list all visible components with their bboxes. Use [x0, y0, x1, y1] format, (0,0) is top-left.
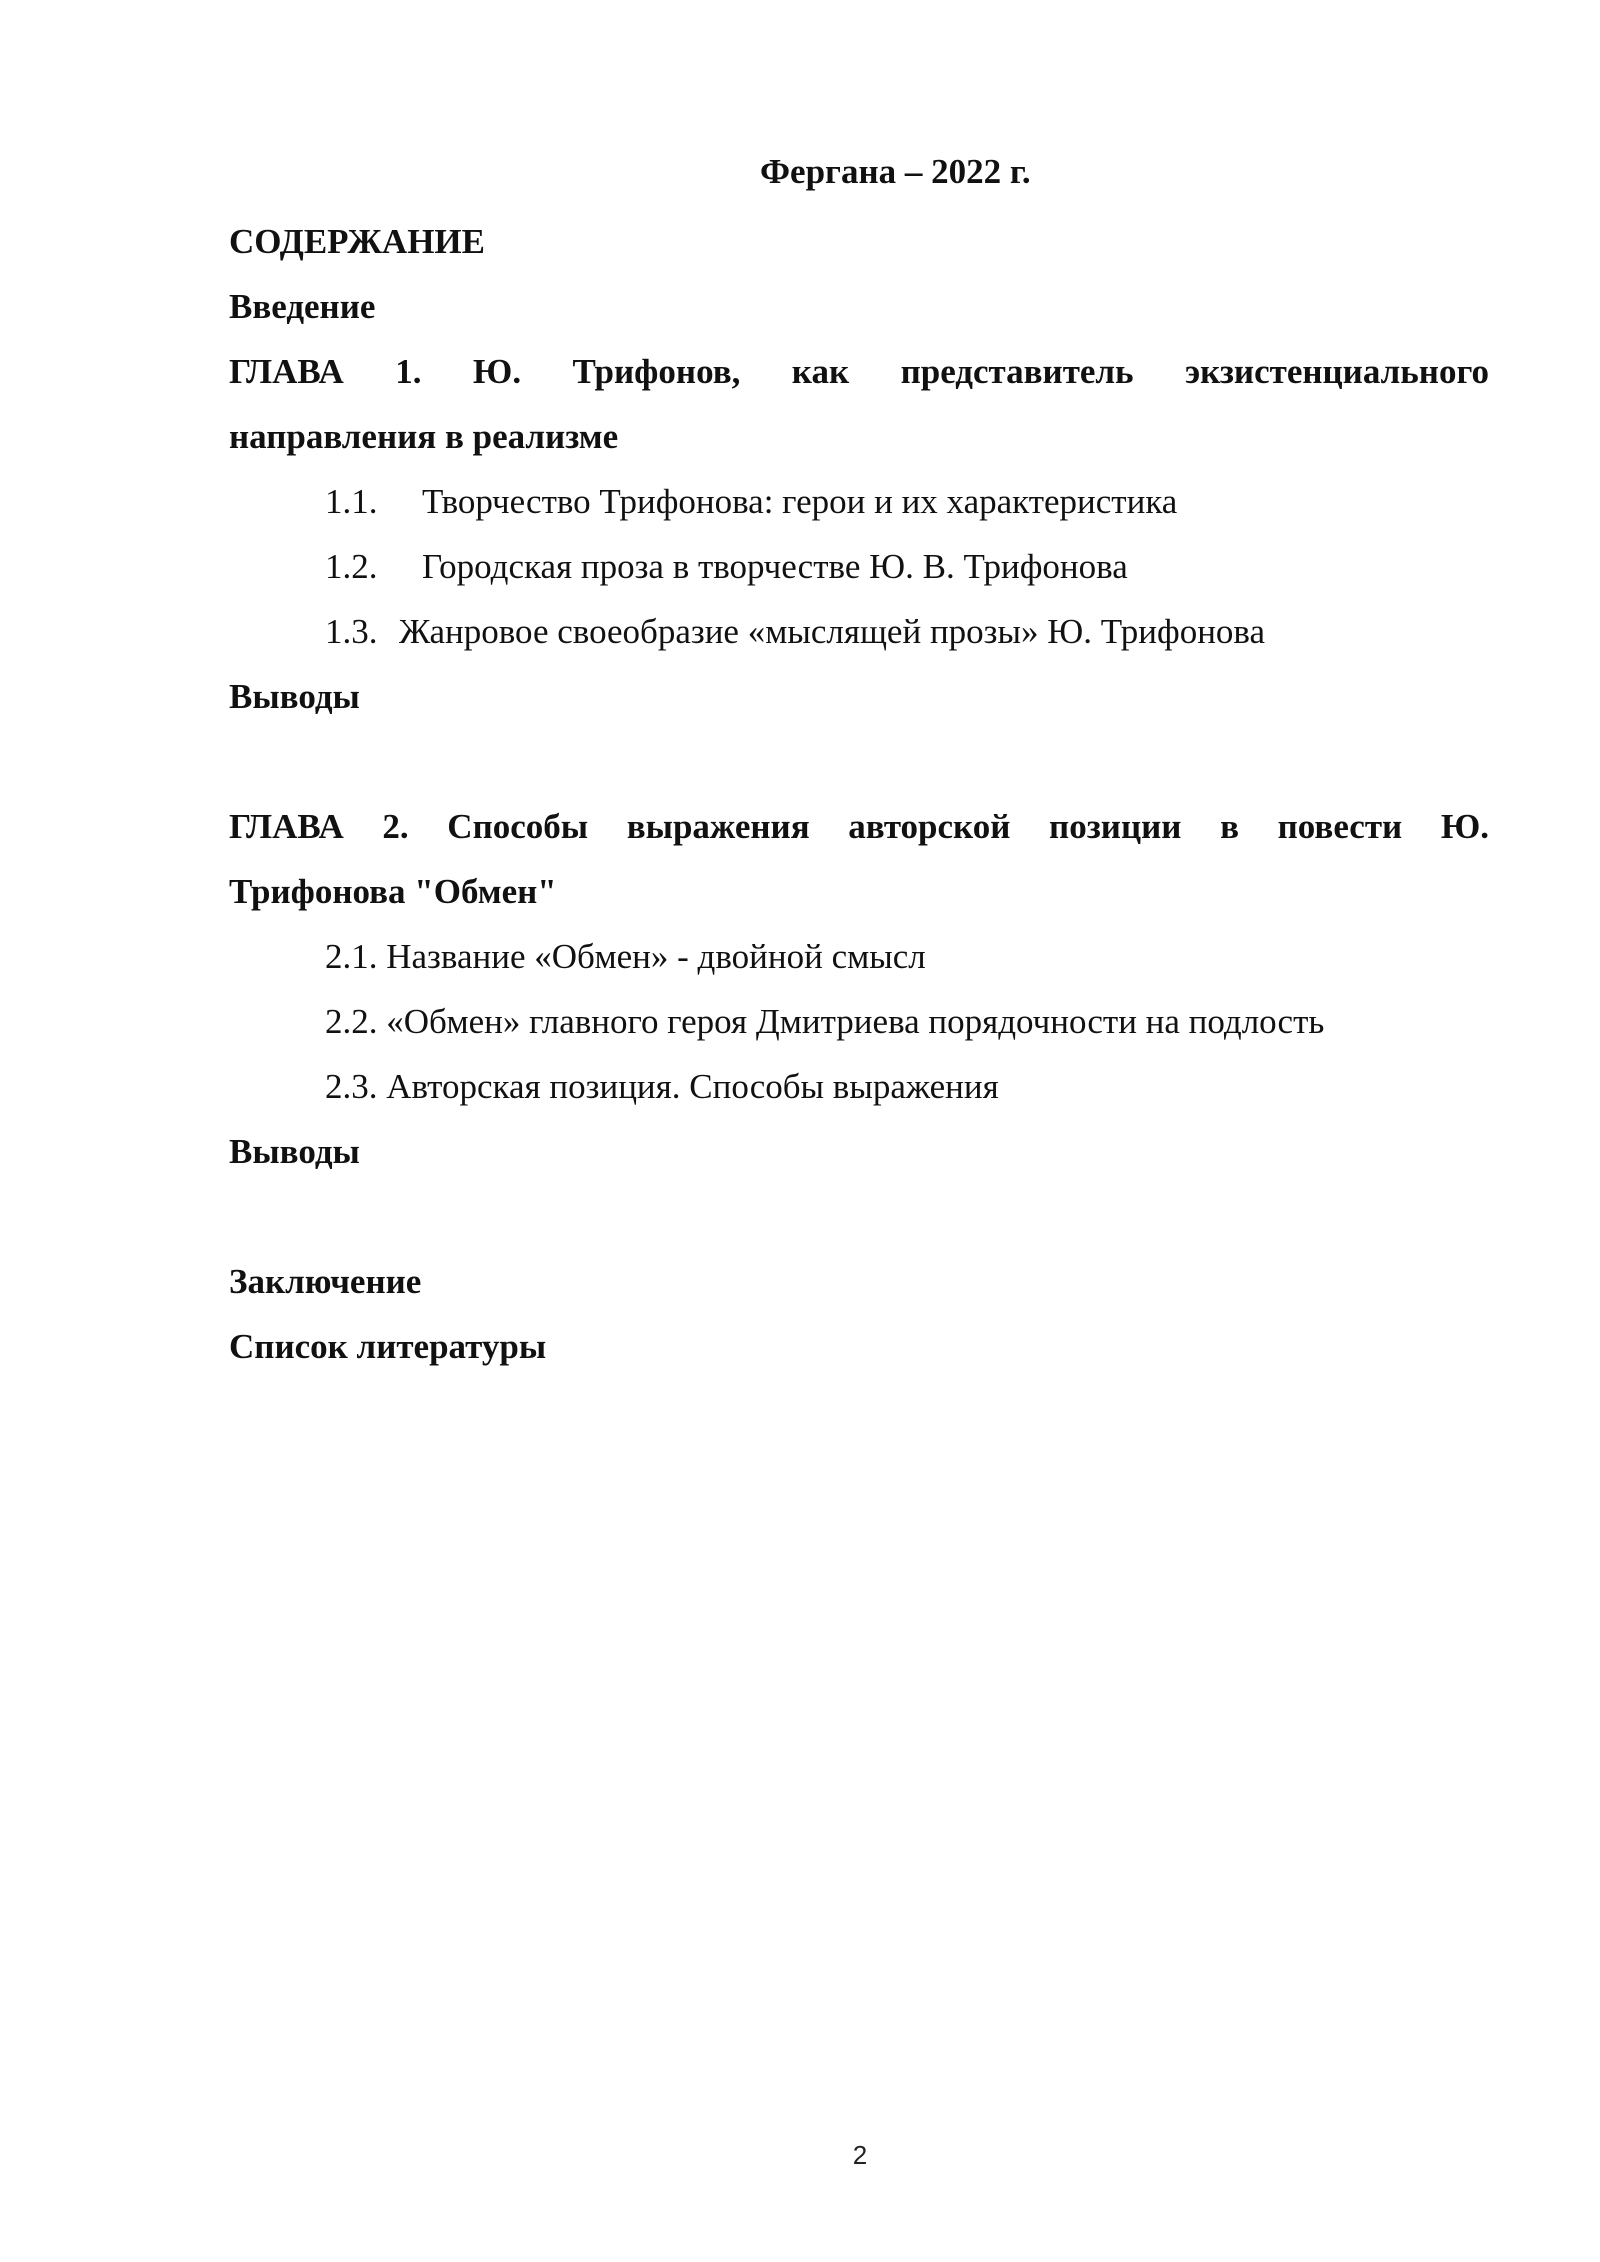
toc-item-number: 1.2. — [325, 547, 378, 586]
chapter1-title-line1: ГЛАВА 1. Ю. Трифонов, как представитель экзистенциального — [229, 352, 1489, 391]
chapter2-title-line1: ГЛАВА 2. Способы выражения авторской позиции в повести Ю. — [229, 807, 1489, 846]
toc-item-number: 1.3. — [325, 612, 378, 651]
page-number: 2 — [852, 2140, 868, 2170]
chapter1-conclusions: Выводы — [229, 677, 360, 716]
toc-item-text: «Обмен» главного героя Дмитриева порядочности на подлость — [386, 1002, 1325, 1041]
toc-item-text: Городская проза в творчестве Ю. В. Трифонова — [422, 547, 1128, 586]
chapter1-title-line2: направления в реализме — [229, 417, 619, 456]
toc-item-number: 2.2. — [325, 1002, 378, 1041]
toc-item-text: Название «Обмен» - двойной смысл — [386, 937, 926, 976]
toc-item-number: 1.1. — [325, 482, 378, 521]
toc-item-number: 2.3. — [325, 1067, 378, 1106]
toc-item-2-2 — [325, 1002, 1324, 1042]
toc-item-text: Творчество Трифонова: герои и их характеристика — [422, 482, 1178, 521]
toc-item-2-3 — [325, 1067, 999, 1107]
toc-item-number: 2.1. — [325, 937, 378, 976]
toc-item-1-1 — [325, 482, 1177, 522]
toc-item-1-2 — [325, 547, 1128, 587]
toc-item-1-3 — [325, 612, 1265, 652]
toc-title: СОДЕРЖАНИЕ — [229, 222, 486, 261]
city-year-heading: Фергана – 2022 г. — [760, 152, 1031, 191]
chapter2-title-line2: Трифонова "Обмен" — [229, 872, 557, 911]
toc-item-text: Авторская позиция. Способы выражения — [386, 1067, 999, 1106]
toc-conclusion: Заключение — [229, 1262, 422, 1301]
chapter2-conclusions: Выводы — [229, 1132, 360, 1171]
toc-bibliography: Список литературы — [229, 1327, 547, 1366]
toc-intro: Введение — [229, 287, 376, 326]
toc-item-2-1 — [325, 937, 926, 977]
toc-item-text: Жанровое своеобразие «мыслящей прозы» Ю. Трифонова — [399, 612, 1266, 651]
